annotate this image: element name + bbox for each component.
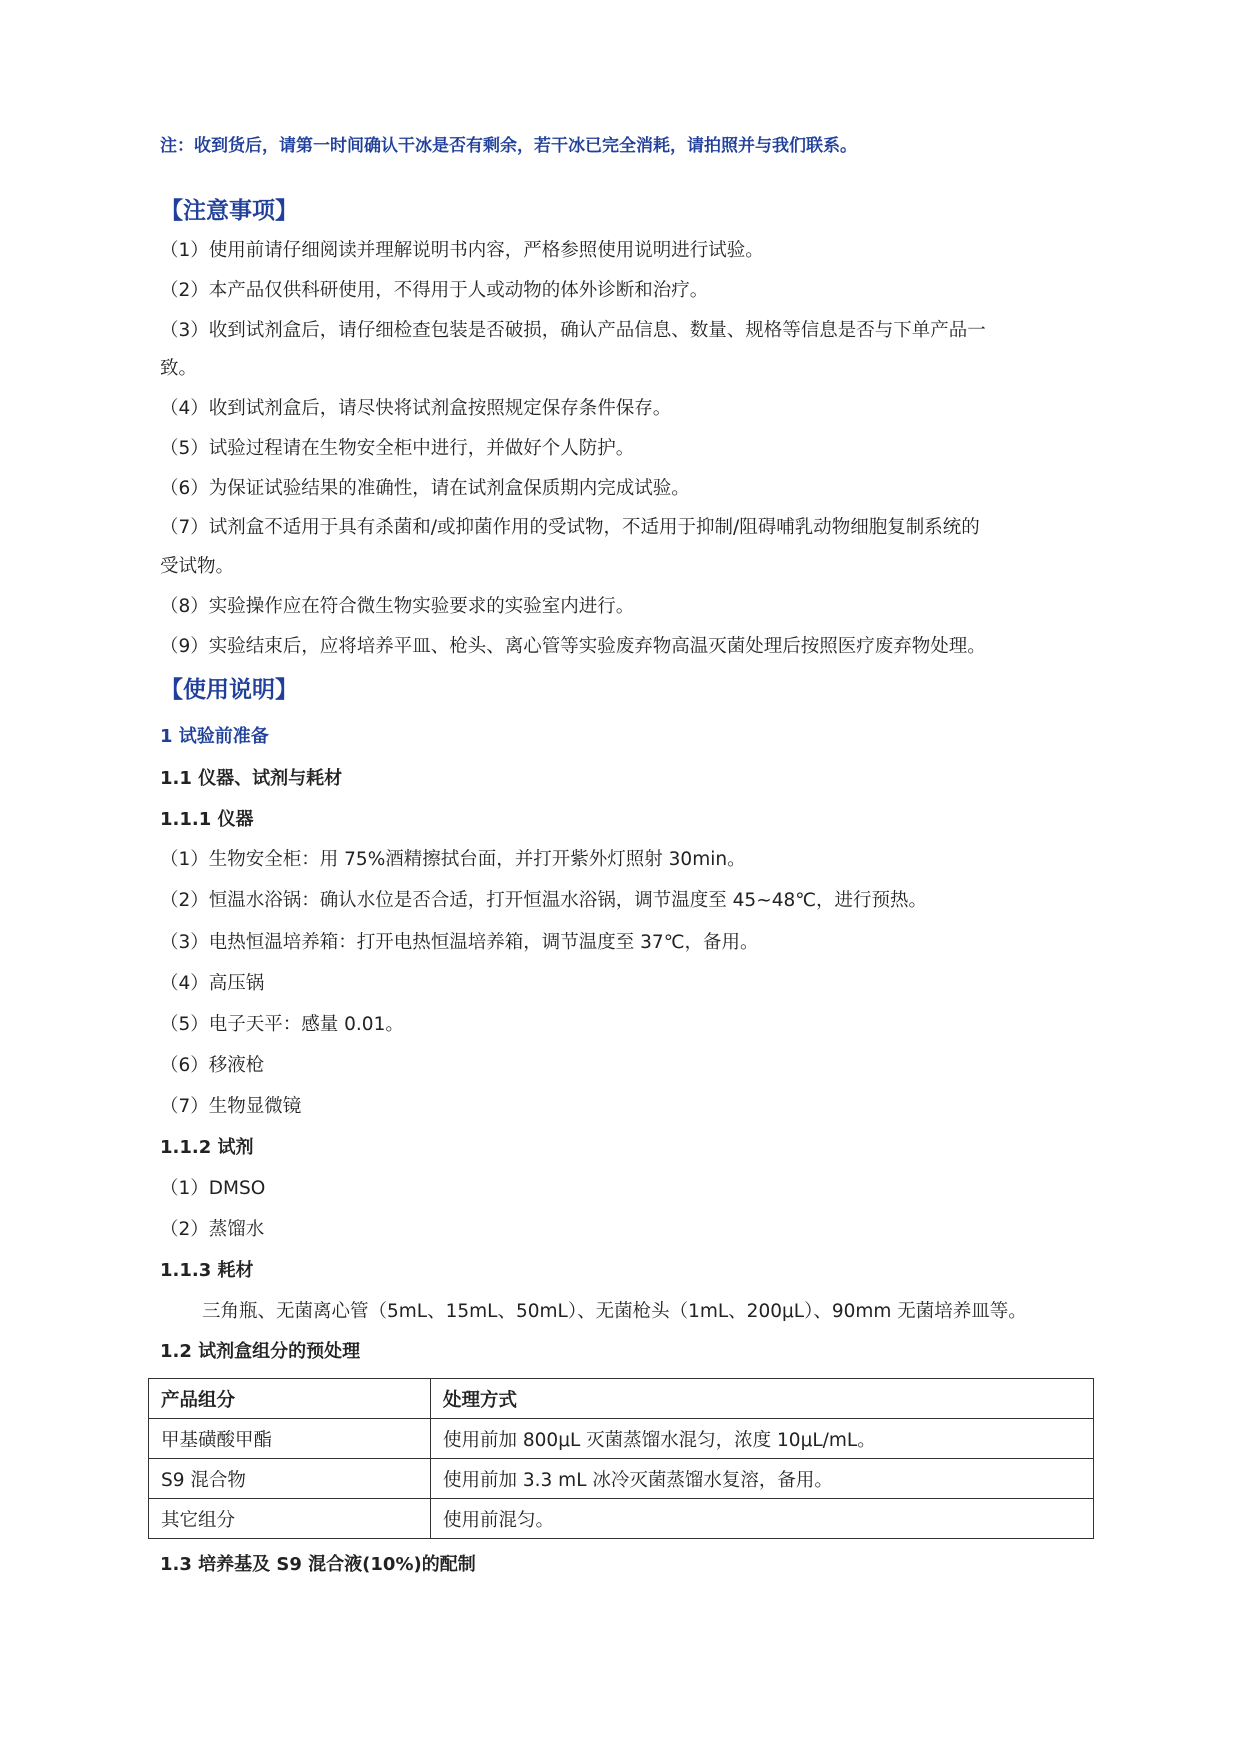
table-row [149, 1419, 1094, 1459]
table-cell: 使用前加 3.3 mL 冰冷灭菌蒸馏水复溶，备用。 [431, 1459, 1094, 1499]
table-header-row [149, 1379, 1094, 1419]
table-cell: S9 混合物 [149, 1459, 431, 1499]
table-header-cell: 产品组分 [149, 1379, 431, 1419]
section-1-1-2-heading: 1.1.2 试剂 [160, 1137, 254, 1158]
instrument-item: （2）恒温水浴锅：确认水位是否合适，打开恒温水浴锅，调节温度至 45~48℃，进行预热。 [160, 890, 928, 911]
table-cell: 其它组分 [149, 1499, 431, 1539]
section-1-1-1-heading: 1.1.1 仪器 [160, 809, 254, 830]
kit-component-table [148, 1378, 1094, 1539]
table-cell: 使用前混匀。 [431, 1499, 1094, 1539]
table-header-cell: 处理方式 [431, 1379, 1094, 1419]
precaution-item: （4）收到试剂盒后，请尽快将试剂盒按照规定保存条件保存。 [160, 398, 672, 419]
reagent-item: （2）蒸馏水 [160, 1219, 265, 1240]
instrument-item: （3）电热恒温培养箱：打开电热恒温培养箱，调节温度至 37℃，备用。 [160, 932, 759, 953]
instrument-item: （1）生物安全柜：用 75%酒精擦拭台面，并打开紫外灯照射 30min。 [160, 849, 746, 870]
table-cell: 甲基磺酸甲酯 [149, 1419, 431, 1459]
precaution-item: （3）收到试剂盒后，请仔细检查包装是否破损，确认产品信息、数量、规格等信息是否与下单产品一 [160, 320, 986, 341]
precaution-item-continuation: 受试物。 [160, 556, 235, 577]
precaution-item: （1）使用前请仔细阅读并理解说明书内容，严格参照使用说明进行试验。 [160, 240, 764, 261]
usage-title: 【使用说明】 [160, 677, 298, 703]
section-1-2-heading: 1.2 试剂盒组分的预处理 [160, 1341, 361, 1362]
precautions-title: 【注意事项】 [160, 198, 298, 224]
instrument-item: （4）高压锅 [160, 973, 265, 994]
precaution-item: （7）试剂盒不适用于具有杀菌和/或抑菌作用的受试物，不适用于抑制/阻碍哺乳动物细胞复制系统的 [160, 517, 980, 538]
precaution-item: （8）实验操作应在符合微生物实验要求的实验室内进行。 [160, 596, 635, 617]
section-1-1-heading: 1.1 仪器、试剂与耗材 [160, 768, 343, 789]
reagent-item: （1）DMSO [160, 1178, 266, 1199]
precaution-item: （2）本产品仅供科研使用，不得用于人或动物的体外诊断和治疗。 [160, 280, 709, 301]
table-row [149, 1499, 1094, 1539]
table-cell: 使用前加 800μL 灭菌蒸馏水混匀，浓度 10μL/mL。 [431, 1419, 1094, 1459]
section-1-heading: 1 试验前准备 [160, 726, 269, 747]
instrument-item: （6）移液枪 [160, 1055, 265, 1076]
instrument-item: （5）电子天平：感量 0.01。 [160, 1014, 404, 1035]
consumables-text: 三角瓶、无菌离心管（5mL、15mL、50mL）、无菌枪头（1mL、200μL）、90mm 无菌培养皿等。 [202, 1301, 1027, 1322]
precaution-item: （6）为保证试验结果的准确性，请在试剂盒保质期内完成试验。 [160, 478, 690, 499]
dry-ice-note: 注：收到货后，请第一时间确认干冰是否有剩余，若干冰已完全消耗，请拍照并与我们联系。 [160, 136, 857, 156]
precaution-item-continuation: 致。 [160, 358, 198, 379]
table-row [149, 1459, 1094, 1499]
precaution-item: （5）试验过程请在生物安全柜中进行，并做好个人防护。 [160, 438, 635, 459]
section-1-3-heading: 1.3 培养基及 S9 混合液(10%)的配制 [160, 1554, 476, 1575]
section-1-1-3-heading: 1.1.3 耗材 [160, 1260, 254, 1281]
precaution-item: （9）实验结束后，应将培养平皿、枪头、离心管等实验废弃物高温灭菌处理后按照医疗废弃物处理。 [160, 636, 986, 657]
instrument-item: （7）生物显微镜 [160, 1096, 302, 1117]
